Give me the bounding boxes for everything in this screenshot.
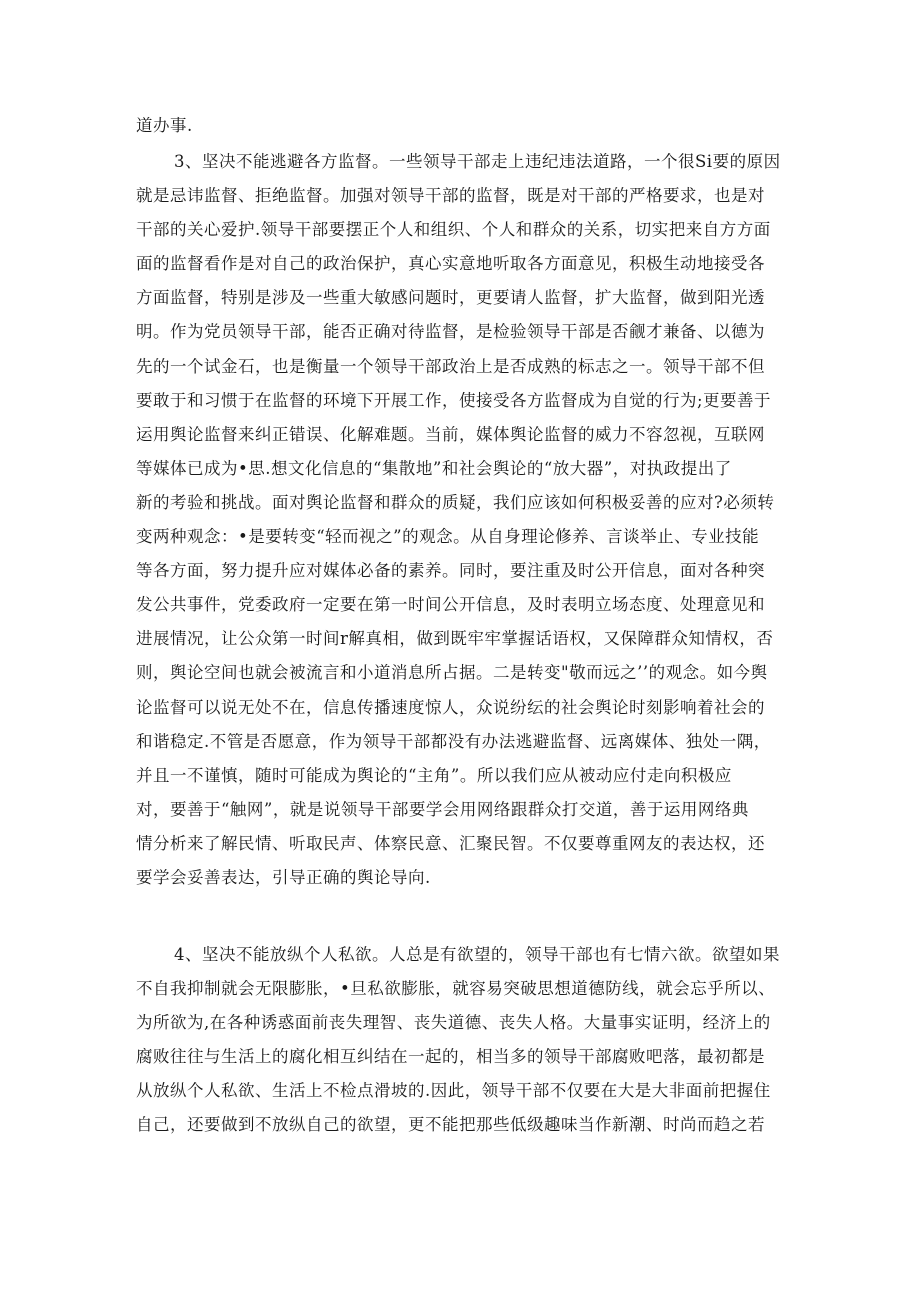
- text-line: 要敢于和习惯于在监督的环境下开展工作，使接受各方监督成为自觉的行为;更要善于: [136, 390, 772, 410]
- text-line: 论监督可以说无处不在，信息传播速度惊人，众说纷纭的社会舆论时刻影响着社会的: [136, 697, 765, 717]
- text-line: 为所欲为,在各种诱惑面前丧失理智、丧失道德、丧失人格。大量事实证明，经济上的: [136, 1013, 771, 1033]
- text-line: 等各方面，努力提升应对媒体必备的素养。同时，要注重及时公开信息，面对各种突: [136, 561, 765, 581]
- text-line: 4、坚决不能放纵个人私欲。人总是有欲望的，领导干部也有七情六欲。欲望如果: [174, 945, 780, 964]
- paragraph-item-4: [136, 938, 784, 1143]
- text-line: 进展情况，让公众第一时间r解真相，做到既牢牢掌握话语权，又保障群众知情权，否: [136, 629, 774, 649]
- text-line: 3、坚决不能逃避各方监督。一些领导干部走上违纪违法道路，一个很Si要的原因: [174, 152, 781, 171]
- text-line: 则，舆论空间也就会被流言和小道消息所占据。二是转变"敬而远之’’的观念。如今舆: [136, 663, 768, 683]
- text-line: 先的一个试金石，也是衡量一个领导干部政治上是否成熟的标志之一。领导干部不但: [136, 356, 765, 376]
- text-line: 运用舆论监督来纠正错误、化解难题。当前，媒体舆论监督的威力不容忽视，互联网: [136, 424, 765, 444]
- text-line: 明。作为党员领导干部，能否正确对待监督，是检验领导干部是否觎才兼备、以德为: [136, 322, 765, 342]
- text-line: 情分析来了解民情、听取民声、体察民意、汇聚民智。不仅要尊重网友的表达权，还: [136, 833, 765, 853]
- text-line: 变两种观念：•是要转变“轻而视之”的观念。从自身理论修养、言谈举止、专业技能: [136, 527, 760, 547]
- text-line: 并且一不谨慎，随时可能成为舆论的“主角”。所以我们应从被动应付走向积极应: [136, 765, 732, 785]
- text-line: 面的监督看作是对自己的政治保护，真心实意地听取各方面意见，积极生动地接受各: [136, 254, 765, 274]
- paragraph-item-3: [136, 145, 784, 895]
- paragraph-continuation: [136, 109, 784, 143]
- text-line: 道办事.: [136, 116, 193, 135]
- text-line: 要学会妥善表达，引导正确的舆论导向.: [136, 867, 431, 887]
- text-line: 自己，还要做到不放纵自己的欲望，更不能把那些低级趣味当作新潮、时尚而趋之若: [136, 1115, 765, 1135]
- text-line: 就是忌讳监督、拒绝监督。加强对领导干部的监督，既是对干部的严格要求，也是对: [136, 186, 765, 206]
- text-line: 干部的关心爱护.领导干部要摆正个人和组织、个人和群众的关系，切实把来自方方面: [136, 220, 771, 240]
- text-line: 不自我抑制就会无限膨胀，•旦私欲膨胀，就容易突破思想道德防线，就会忘乎所以、: [136, 979, 776, 999]
- text-line: 和谐稳定.不管是否愿意，作为领导干部都没有办法逃避监督、远离媒体、独处一隅，: [136, 731, 771, 751]
- text-line: 新的考验和挑战。面对舆论监督和群众的质疑，我们应该如何积极妥善的应对?必须转: [136, 492, 775, 512]
- text-line: 等媒体已成为•思.想文化信息的“集散地”和社会舆论的“放大器”，对执政提出了: [136, 458, 732, 478]
- text-line: 对，要善于“触网”，就是说领导干部要学会用网络跟群众打交道，善于运用网络典: [136, 799, 749, 819]
- text-line: 发公共事件，党委政府一定要在第一时间公开信息，及时表明立场态度、处理意见和: [136, 595, 765, 615]
- text-line: 腐败往往与生活上的腐化相互纠结在一起的，相当多的领导干部腐败吧落，最初都是: [136, 1047, 765, 1067]
- text-line: 方面监督，特别是涉及一些重大敏感问题时，更要请人监督，扩大监督，做到阳光透: [136, 288, 765, 308]
- text-line: 从放纵个人私欲、生活上不检点滑坡的.因此，领导干部不仅要在大是大非面前把握住: [136, 1081, 771, 1101]
